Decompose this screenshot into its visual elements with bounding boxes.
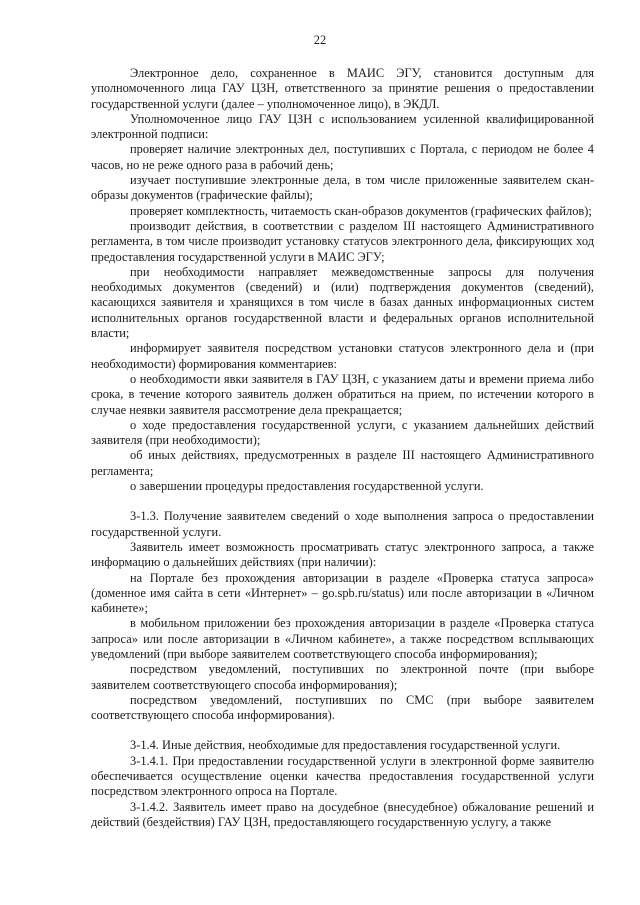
paragraph: в мобильном приложении без прохождения авторизации в разделе «Проверка статуса запроса» или после авторизации в «Личном кабинете», а также посредством всплывающих уведомлений (при выборе заявителем соответствующего способа информирования); <box>91 616 594 661</box>
paragraph: при необходимости направляет межведомственные запросы для получения необходимых документов (сведений) и (или) подтверждения документов (сведений), касающихся заявителя и хранящихся в том числе в базах данных информационных систем исполнительных органов государственной власти и федеральных органов исполнительной власти; <box>91 264 594 341</box>
paragraph: проверяет наличие электронных дел, поступивших с Портала, с периодом не более 4 часов, но не реже одного раза в рабочий день; <box>91 142 594 172</box>
paragraph: Электронное дело, сохраненное в МАИС ЭГУ, становится доступным для уполномоченного лица ГАУ ЦЗН, ответственного за принятие решения о предоставлении государственной услуги (далее – уполномоченное лицо), в ЭКДЛ. <box>91 66 594 111</box>
paragraph: посредством уведомлений, поступивших по электронной почте (при выборе заявителем соответствующего способа информирования); <box>91 662 594 692</box>
paragraph: о необходимости явки заявителя в ГАУ ЦЗН, с указанием даты и времени приема либо срока, в течение которого заявитель должен обратиться на прием, по истечении которого в случае неявки заявителя рассмотрение дела прекращается; <box>91 371 594 417</box>
paragraph: 3-1.4.2. Заявитель имеет право на досудебное (внесудебное) обжалование решений и действий (бездействия) ГАУ ЦЗН, предоставляющего государственную услугу, а также <box>91 799 594 829</box>
section-spacer <box>91 723 594 738</box>
paragraph: Заявитель имеет возможность просматривать статус электронного запроса, а также информацию о дальнейших действиях (при наличии): <box>91 539 594 570</box>
paragraph: о ходе предоставления государственной услуги, с указанием дальнейших действий заявителя (при необходимости); <box>91 417 594 448</box>
section-heading: 3-1.4. Иные действия, необходимые для предоставления государственной услуги. <box>130 738 561 753</box>
section-spacer <box>91 494 594 509</box>
paragraph: проверяет комплектность, читаемость скан-образов документов (графических файлов); <box>130 203 592 218</box>
page-number: 22 <box>313 33 327 47</box>
paragraph: на Портале без прохождения авторизации в разделе «Проверка статуса запроса» (доменное имя сайта в сети «Интернет» – go.spb.ru/status) или после авторизации в «Личном кабинете»; <box>91 570 594 616</box>
paragraph: об иных действиях, предусмотренных в разделе III настоящего Административного регламента; <box>91 448 594 478</box>
document-body <box>91 66 594 830</box>
paragraph: информирует заявителя посредством установки статусов электронного дела и (при необходимости) формирования комментариев: <box>91 341 594 371</box>
paragraph: 3-1.4.1. При предоставлении государственной услуги в электронной форме заявителю обеспечивается осуществление оценки качества предоставления государственной услуги посредством электронного опроса на Портале. <box>91 753 594 799</box>
paragraph: производит действия, в соответствии с разделом III настоящего Административного регламента, в том числе производит установку статусов электронного дела, фиксирующих ход предоставления государственной услуги в МАИС ЭГУ; <box>91 218 594 264</box>
section-heading: 3-1.3. Получение заявителем сведений о ходе выполнения запроса о предоставлении государственной услуги. <box>91 509 594 539</box>
paragraph: о завершении процедуры предоставления государственной услуги. <box>130 479 484 494</box>
paragraph: посредством уведомлений, поступивших по СМС (при выборе заявителем соответствующего способа информирования). <box>91 692 594 723</box>
paragraph: изучает поступившие электронные дела, в том числе приложенные заявителем скан-образы документов (графические файлы); <box>91 173 594 203</box>
paragraph: Уполномоченное лицо ГАУ ЦЗН с использованием усиленной квалифицированной электронной подписи: <box>91 111 594 142</box>
